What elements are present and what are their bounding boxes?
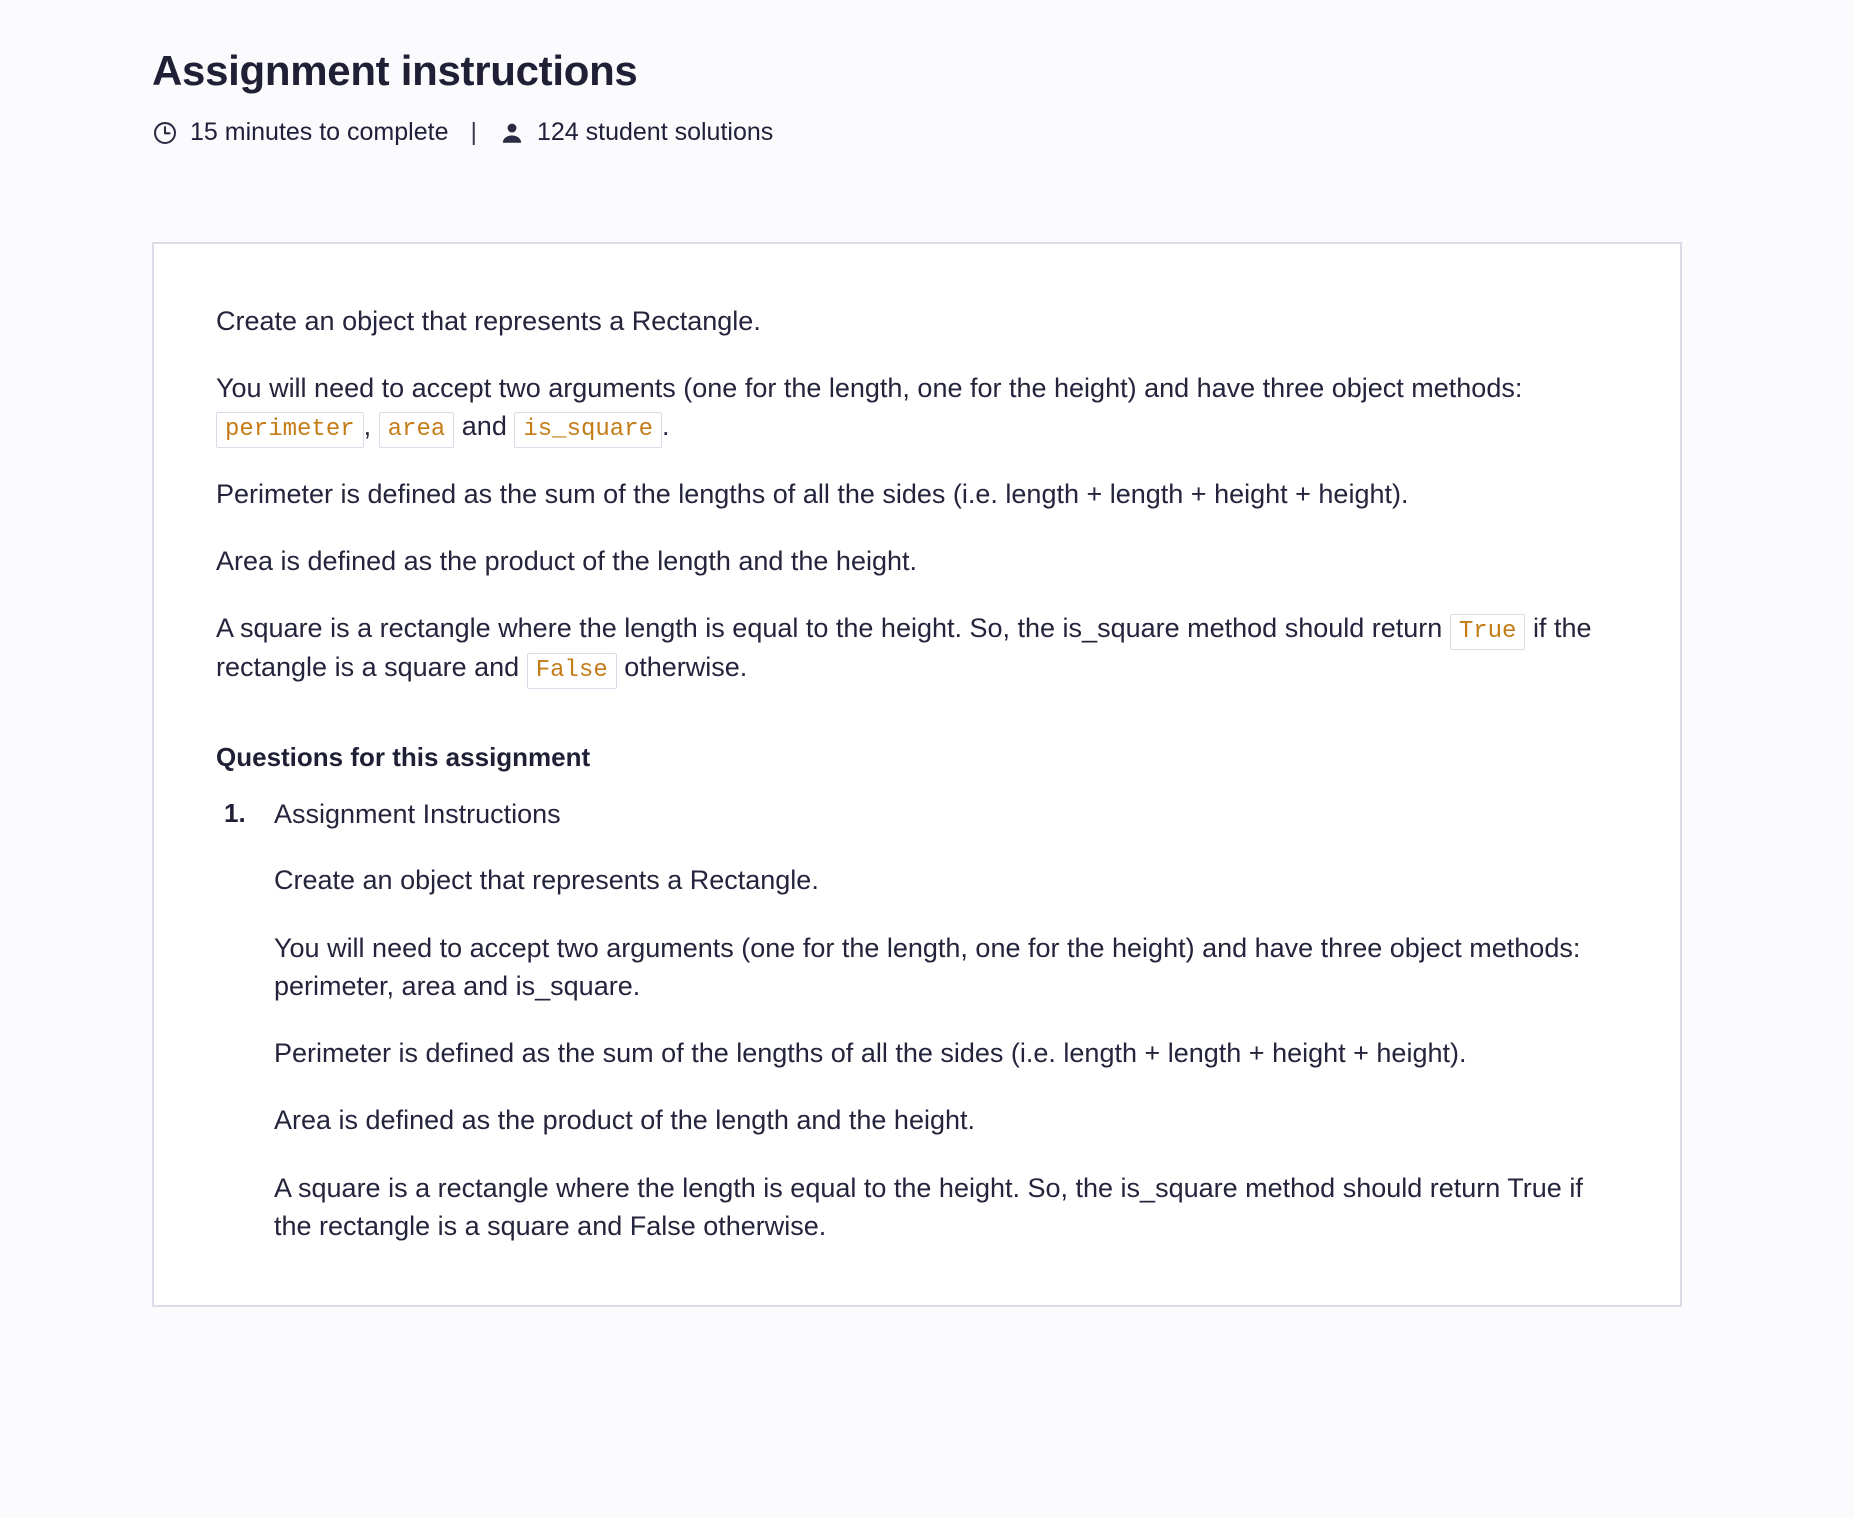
solutions-label: 124 student solutions	[536, 118, 774, 147]
duration-meta	[152, 120, 448, 146]
instructions-card	[152, 242, 1682, 1308]
intro-paragraph-2	[216, 369, 1616, 446]
conjunction-and: and	[461, 411, 507, 442]
intro-paragraph-2-text: You will need to accept two arguments (one for the length, one for the height) and have three object methods:	[216, 372, 1523, 403]
question-paragraph: Create an object that represents a Rectangle.	[274, 865, 819, 896]
question-paragraph: You will need to accept two arguments (one for the length, one for the height) and have three object methods: perimeter, area and is_square.	[274, 932, 1581, 1001]
question-paragraph: Area is defined as the product of the length and the height.	[274, 1105, 975, 1136]
questions-list	[216, 795, 1616, 1246]
intro-paragraph-5-text: A square is a rectangle where the length is equal to the height. So, the is_square method should return	[216, 613, 1443, 644]
questions-heading: Questions for this assignment	[216, 741, 591, 772]
code-area: area	[379, 412, 455, 448]
period-end: .	[661, 411, 670, 442]
question-body	[274, 861, 1616, 1245]
code-false: False	[527, 653, 617, 689]
question-title: Assignment Instructions	[274, 798, 561, 829]
comma-separator: ,	[363, 411, 372, 442]
page-title: Assignment instructions	[152, 47, 638, 94]
code-true: True	[1450, 614, 1526, 650]
intro-paragraph-3: Perimeter is defined as the sum of the lengths of all the sides (i.e. length + length + height + height).	[216, 478, 1409, 509]
intro-paragraph-5-end: otherwise.	[624, 651, 748, 682]
solutions-meta	[499, 120, 773, 146]
duration-label: 15 minutes to complete	[190, 118, 449, 147]
clock-icon	[152, 120, 178, 146]
intro-paragraph-4: Area is defined as the product of the length and the height.	[216, 545, 917, 576]
person-icon	[499, 120, 525, 146]
page-header	[0, 40, 1854, 146]
intro-paragraph-1: Create an object that represents a Rectangle.	[216, 305, 761, 336]
meta-separator: |	[470, 118, 477, 147]
intro-paragraph-5	[216, 609, 1616, 686]
question-paragraph: Perimeter is defined as the sum of the lengths of all the sides (i.e. length + length + height + height).	[274, 1038, 1467, 1069]
question-item	[216, 795, 1616, 1246]
assignment-meta-row	[152, 120, 1702, 146]
code-is-square: is_square	[514, 412, 662, 448]
code-perimeter: perimeter	[216, 412, 364, 448]
question-paragraph: A square is a rectangle where the length is equal to the height. So, the is_square method should return True if the rectangle is a square and False otherwise.	[274, 1172, 1583, 1242]
instructions-card-content	[216, 302, 1616, 1246]
intro-paragraph-5-mid: if the rectangle is a square and	[216, 613, 1592, 682]
